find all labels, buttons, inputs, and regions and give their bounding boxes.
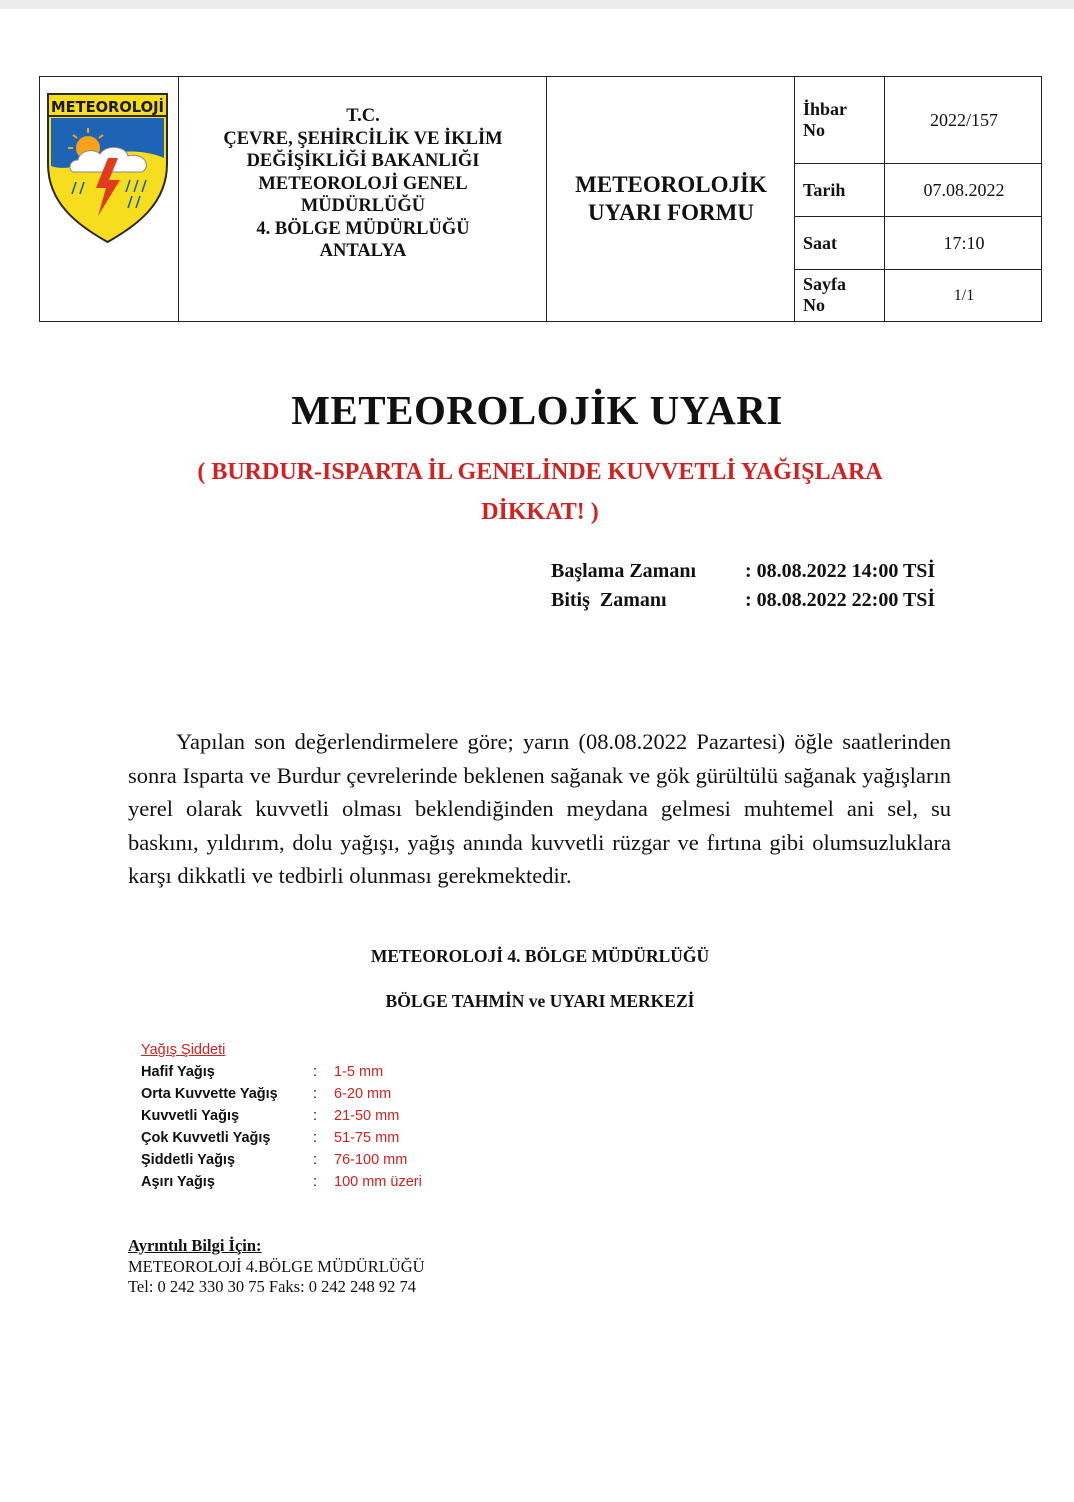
- rain-level-value: 100 mm üzeri: [334, 1174, 422, 1190]
- end-time-row: [551, 586, 935, 615]
- issuer-line: METEOROLOJİ 4. BÖLGE MÜDÜRLÜĞÜ: [370, 946, 710, 966]
- rain-level-value: 1-5 mm: [334, 1064, 384, 1080]
- meteoroloji-logo: [46, 92, 169, 244]
- org-line: DEĞİŞİKLİĞİ BAKANLIĞI: [246, 151, 480, 171]
- rain-level-value: 76-100 mm: [334, 1152, 408, 1168]
- subtitle-line: ( BURDUR-ISPARTA İL GENELİNDE KUVVETLİ YAĞIŞLARA: [197, 459, 883, 485]
- rain-intensity-title: Yağış Şiddeti: [141, 1042, 226, 1058]
- logo-text: METEOROLOJİ: [51, 98, 167, 116]
- row-divider: [794, 163, 1041, 164]
- header-table: [39, 76, 1042, 322]
- form-title-line: METEOROLOJİK: [575, 172, 767, 197]
- rain-intensity-table: [141, 1039, 422, 1193]
- sayfa-no-label: Sayfa No: [803, 274, 847, 315]
- org-line: ANTALYA: [319, 241, 407, 261]
- subtitle-line: DİKKAT! ): [481, 499, 599, 525]
- org-line: MÜDÜRLÜĞÜ: [300, 196, 426, 216]
- tarih-label: Tarih: [803, 180, 846, 200]
- rain-level-name: Hafif Yağış: [141, 1064, 215, 1080]
- end-time-label: Bitiş Zamanı: [551, 589, 667, 611]
- org-line: T.C.: [346, 106, 380, 126]
- rain-level-value: 21-50 mm: [334, 1108, 400, 1124]
- start-time-row: [551, 557, 935, 586]
- start-time-label: Başlama Zamanı: [551, 560, 697, 582]
- rain-level-name: Orta Kuvvette Yağış: [141, 1086, 278, 1102]
- rain-row: Kuvvetli Yağış : 21-50 mm: [141, 1105, 422, 1127]
- rain-level-value: 51-75 mm: [334, 1130, 400, 1146]
- contact-org: METEOROLOJİ 4.BÖLGE MÜDÜRLÜĞÜ: [128, 1256, 425, 1276]
- ihbar-no-label: İhbar No: [803, 99, 848, 140]
- rain-level-name: Çok Kuvvetli Yağış: [141, 1130, 271, 1146]
- rain-row: Çok Kuvvetli Yağış : 51-75 mm: [141, 1127, 422, 1149]
- issuer-line: BÖLGE TAHMİN ve UYARI MERKEZİ: [385, 991, 695, 1011]
- contact-phone: Tel: 0 242 330 30 75 Faks: 0 242 248 92 74: [128, 1277, 417, 1296]
- org-line: 4. BÖLGE MÜDÜRLÜĞÜ: [256, 218, 470, 239]
- page-title: METEOROLOJİK UYARI: [291, 387, 783, 433]
- rain-level-name: Kuvvetli Yağış: [141, 1108, 240, 1124]
- contact-block: [128, 1236, 425, 1298]
- warning-body: Yapılan son değerlendirmelere göre; yarın (08.08.2022 Pazartesi) öğle saatlerinden sonra Isparta ve Burdur çevrelerinde beklenen sağanak ve gök gürültülü sağanak yağışların yerel olarak kuvvetli olması beklendiğinden meydana gelmesi muhtemel ani sel, su baskını, yıldırım, dolu yağışı, yağış anında kuvvetli rüzgar ve fırtına gibi olumsuzluklara karşı dikkatli ve tedbirli olunması gerekmektedir.: [128, 729, 951, 888]
- org-line: ÇEVRE, ŞEHİRCİLİK VE İKLİM: [223, 128, 503, 149]
- start-time-value: : 08.08.2022 14:00 TSİ: [745, 560, 936, 582]
- contact-title: Ayrıntılı Bilgi İçin:: [128, 1236, 262, 1255]
- row-divider: [794, 269, 1041, 270]
- row-divider: [794, 216, 1041, 217]
- rain-level-name: Şiddetli Yağış: [141, 1152, 236, 1168]
- org-line: METEOROLOJİ GENEL: [258, 173, 468, 194]
- rain-row: Orta Kuvvette Yağış : 6-20 mm: [141, 1083, 422, 1105]
- rain-row: Aşırı Yağış : 100 mm üzeri: [141, 1171, 422, 1193]
- form-title: [547, 171, 795, 227]
- rain-level-name: Aşırı Yağış: [141, 1174, 215, 1190]
- end-time-value: : 08.08.2022 22:00 TSİ: [745, 589, 936, 611]
- form-title-line: UYARI FORMU: [588, 200, 754, 225]
- rain-row: Şiddetli Yağış : 76-100 mm: [141, 1149, 422, 1171]
- validity-times: [551, 557, 935, 615]
- ihbar-no-value: 2022/157: [929, 110, 998, 130]
- rain-row: Hafif Yağış : 1-5 mm: [141, 1061, 422, 1083]
- saat-label: Saat: [803, 233, 838, 253]
- saat-value: 17:10: [943, 233, 985, 253]
- tarih-value: 07.08.2022: [923, 180, 1005, 200]
- rain-level-value: 6-20 mm: [334, 1086, 392, 1102]
- sayfa-no-value: 1/1: [953, 287, 975, 304]
- organization-block: [179, 105, 547, 263]
- warning-subtitle: [140, 452, 940, 532]
- top-bar: [0, 0, 1074, 9]
